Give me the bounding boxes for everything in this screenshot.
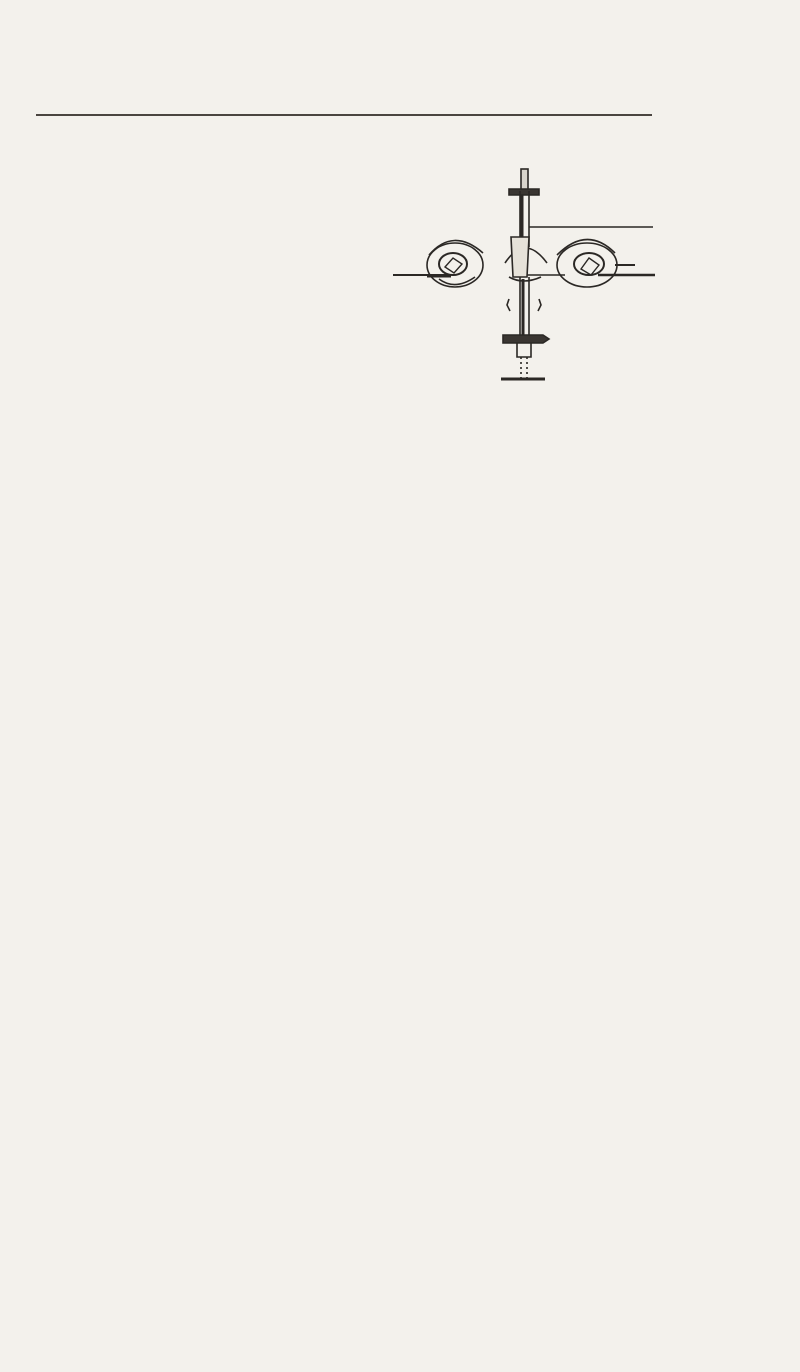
door-sealing-figure <box>393 167 655 387</box>
header-rule <box>36 114 652 116</box>
page-header <box>36 60 688 100</box>
